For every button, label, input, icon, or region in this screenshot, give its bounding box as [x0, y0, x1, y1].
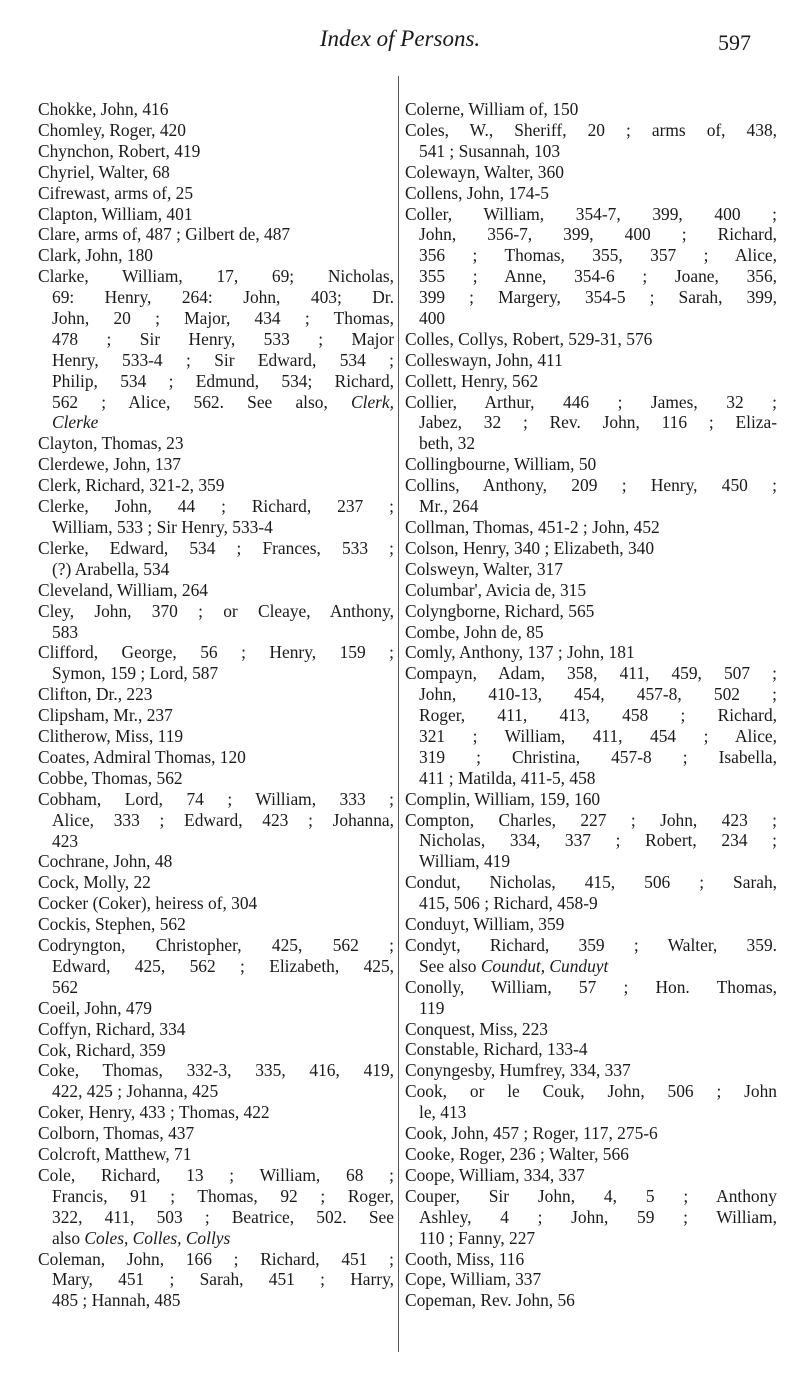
entry-continuation-line: 423: [52, 830, 79, 851]
entry-continuation-line: 541 ; Susannah, 103: [419, 140, 561, 161]
entry-continuation-line: beth, 32: [419, 433, 476, 454]
running-header-title: Index of Persons.: [319, 26, 481, 51]
index-entry: [38, 684, 394, 705]
entry-line: Collens, John, 174-5: [405, 182, 549, 203]
index-entry: [405, 810, 777, 873]
index-entry: [38, 224, 394, 245]
entry-line: Comly, Anthony, 137 ; John, 181: [405, 642, 635, 663]
entry-line: Combe, John de, 85: [405, 621, 544, 642]
index-entry: [38, 914, 394, 935]
index-column-right: [405, 99, 777, 1311]
index-entry: [405, 162, 777, 183]
entry-line: Copeman, Rev. John, 56: [405, 1290, 575, 1311]
entry-continuation-line: 415, 506 ; Richard, 458-9: [419, 893, 598, 914]
entry-text: also: [52, 1227, 85, 1248]
index-entry: [405, 1144, 777, 1165]
entry-continuation-line: [38, 1228, 394, 1249]
entry-line: Conyngesby, Humfrey, 334, 337: [405, 1060, 631, 1081]
index-column-left: [38, 99, 394, 1311]
index-entry: [38, 1102, 394, 1123]
entry-continuation-line: Francis, 91 ; Thomas, 92 ; Roger,: [52, 1185, 394, 1206]
entry-line: Condut, Nicholas, 415, 506 ; Sarah,: [405, 872, 777, 893]
index-entry: [38, 998, 394, 1019]
entry-continuation-line: Nicholas, 334, 337 ; Robert, 234 ;: [419, 830, 777, 851]
index-entry: [38, 433, 394, 454]
entry-line: Coller, William, 354-7, 399, 400 ;: [405, 203, 777, 224]
entry-line: Clitherow, Miss, 119: [38, 726, 184, 747]
index-entry: [405, 392, 777, 455]
entry-text: See also: [419, 955, 481, 976]
entry-continuation-line: [405, 956, 777, 977]
entry-continuation-line: 411 ; Matilda, 411-5, 458: [419, 767, 596, 788]
index-entry: [405, 517, 777, 538]
index-entry: [38, 747, 394, 768]
index-entry: [38, 538, 394, 580]
entry-continuation-line: (?) Arabella, 534: [52, 558, 170, 579]
entry-line: Codryngton, Christopher, 425, 562 ;: [38, 935, 394, 956]
index-entry: [405, 1019, 777, 1040]
entry-line: Condyt, Richard, 359 ; Walter, 359.: [405, 934, 777, 955]
entry-line: Cook, John, 457 ; Roger, 117, 275-6: [405, 1123, 658, 1144]
entry-line: Conduyt, William, 359: [405, 914, 565, 935]
index-entry: [405, 789, 777, 810]
see-also-reference: Clerk,: [351, 391, 394, 412]
entry-continuation-line: le, 413: [419, 1102, 467, 1123]
index-entry: [405, 1269, 777, 1290]
index-entry: [38, 266, 394, 433]
index-entry: [38, 872, 394, 893]
index-entry: [38, 935, 394, 998]
index-entry: [405, 914, 777, 935]
entry-continuation-line: 422, 425 ; Johanna, 425: [52, 1081, 219, 1102]
entry-continuation-line: Philip, 534 ; Edmund, 534; Richard,: [52, 370, 394, 391]
entry-line: Colson, Henry, 340 ; Elizabeth, 340: [405, 537, 655, 558]
entry-continuation-line: Jabez, 32 ; Rev. John, 116 ; Eliza-: [419, 412, 777, 433]
entry-line: Coates, Admiral Thomas, 120: [38, 746, 246, 767]
entry-continuation-line: 478 ; Sir Henry, 533 ; Major: [52, 328, 394, 349]
index-entry: [405, 601, 777, 622]
entry-continuation-line: William, 533 ; Sir Henry, 533-4: [52, 517, 273, 537]
entry-continuation-line: 119: [419, 997, 445, 1018]
entry-line: Coffyn, Richard, 334: [38, 1018, 186, 1039]
entry-line: Colleswayn, John, 411: [405, 349, 563, 370]
index-entry: [38, 245, 394, 266]
entry-continuation-line: William, 419: [419, 851, 511, 872]
entry-line: Cifrewast, arms of, 25: [38, 182, 194, 203]
entry-line: Clapton, William, 401: [38, 203, 193, 224]
index-entry: [405, 663, 777, 788]
index-entry: [405, 1081, 777, 1123]
entry-line: Compayn, Adam, 358, 411, 459, 507 ;: [405, 663, 777, 684]
entry-line: Coke, Thomas, 332-3, 335, 416, 419,: [38, 1060, 394, 1081]
index-entry: [405, 538, 777, 559]
entry-continuation-line: 485 ; Hannah, 485: [52, 1290, 181, 1311]
index-entry: [405, 454, 777, 475]
entry-line: Clerke, John, 44 ; Richard, 237 ;: [38, 496, 394, 517]
entry-line: Clayton, Thomas, 23: [38, 433, 184, 454]
index-entry: [405, 559, 777, 580]
entry-line: Collett, Henry, 562: [405, 370, 539, 391]
entry-continuation-line: Mary, 451 ; Sarah, 451 ; Harry,: [52, 1269, 394, 1290]
entry-line: Chokke, John, 416: [38, 99, 169, 119]
entry-line: Cobham, Lord, 74 ; William, 333 ;: [38, 788, 394, 809]
entry-line: Cochrane, John, 48: [38, 851, 173, 872]
entry-line: Collman, Thomas, 451-2 ; John, 452: [405, 516, 660, 537]
entry-line: Coles, W., Sheriff, 20 ; arms of, 438,: [405, 119, 777, 140]
entry-continuation-line: Roger, 411, 413, 458 ; Richard,: [419, 705, 777, 726]
index-entry: [405, 99, 777, 120]
entry-line: Colles, Collys, Robert, 529-31, 576: [405, 328, 653, 349]
entry-line: Cocker (Coker), heiress of, 304: [38, 893, 258, 914]
index-entry: [405, 350, 777, 371]
entry-continuation-line: [38, 412, 394, 433]
see-also-reference: Coles, Colles, Collys: [84, 1227, 231, 1248]
entry-continuation-line: Henry, 533-4 ; Sir Edward, 534 ;: [52, 349, 394, 370]
index-entry: [38, 851, 394, 872]
index-entry: [405, 1249, 777, 1270]
index-entry: [38, 475, 394, 496]
entry-line: Clerdewe, John, 137: [38, 454, 181, 475]
entry-continuation-line: [38, 392, 394, 413]
entry-continuation-line: 322, 411, 503 ; Beatrice, 502. See: [52, 1206, 394, 1227]
entry-continuation-line: 583: [52, 621, 79, 642]
index-entry: [38, 1019, 394, 1040]
entry-line: Clifford, George, 56 ; Henry, 159 ;: [38, 642, 394, 663]
entry-line: Chyriel, Walter, 68: [38, 161, 170, 182]
entry-continuation-line: 110 ; Fanny, 227: [419, 1227, 536, 1248]
entry-line: Cooth, Miss, 116: [405, 1248, 525, 1269]
entry-line: Cooke, Roger, 236 ; Walter, 566: [405, 1144, 629, 1164]
entry-continuation-line: Edward, 425, 562 ; Elizabeth, 425,: [52, 955, 394, 976]
entry-continuation-line: 400: [419, 307, 446, 328]
entry-continuation-line: Ashley, 4 ; John, 59 ; William,: [419, 1206, 777, 1227]
entry-line: Colyngborne, Richard, 565: [405, 600, 595, 621]
index-entry: [405, 935, 777, 977]
entry-line: Coleman, John, 166 ; Richard, 451 ;: [38, 1248, 394, 1269]
index-entry: [38, 183, 394, 204]
entry-line: Constable, Richard, 133-4: [405, 1039, 588, 1060]
index-entry: [38, 141, 394, 162]
entry-line: Compton, Charles, 227 ; John, 423 ;: [405, 809, 777, 830]
index-entry: [405, 872, 777, 914]
index-entry: [38, 162, 394, 183]
entry-continuation-line: Symon, 159 ; Lord, 587: [52, 663, 219, 684]
entry-line: Clarke, William, 17, 69; Nicholas,: [38, 266, 394, 287]
index-entry: [38, 768, 394, 789]
entry-line: Clark, John, 180: [38, 245, 153, 266]
entry-line: Cok, Richard, 359: [38, 1039, 166, 1060]
index-entry: [38, 1060, 394, 1102]
entry-line: Colcroft, Matthew, 71: [38, 1144, 192, 1165]
index-entry: [405, 1165, 777, 1186]
index-entry: [405, 642, 777, 663]
entry-line: Cole, Richard, 13 ; William, 68 ;: [38, 1164, 394, 1185]
entry-continuation-line: Mr., 264: [419, 496, 479, 517]
entry-line: Complin, William, 159, 160: [405, 788, 601, 809]
entry-line: Chomley, Roger, 420: [38, 119, 186, 140]
entry-line: Coker, Henry, 433 ; Thomas, 422: [38, 1102, 270, 1123]
index-entry: [405, 120, 777, 162]
index-entry: [38, 99, 394, 120]
index-entry: [405, 1039, 777, 1060]
index-entry: [38, 893, 394, 914]
index-entry: [38, 1123, 394, 1144]
entry-line: Cook, or le Couk, John, 506 ; John: [405, 1081, 777, 1102]
entry-text: 562 ; Alice, 562. See also,: [52, 391, 352, 412]
entry-line: Clerke, Edward, 534 ; Frances, 533 ;: [38, 537, 394, 558]
entry-line: Cope, William, 337: [405, 1269, 542, 1290]
entry-line: Cleveland, William, 264: [38, 579, 208, 600]
entry-line: Colewayn, Walter, 360: [405, 161, 564, 182]
entry-line: Couper, Sir John, 4, 5 ; Anthony: [405, 1185, 777, 1206]
index-entry: [38, 705, 394, 726]
entry-continuation-line: 69: Henry, 264: John, 403; Dr.: [52, 287, 394, 308]
entry-continuation-line: Alice, 333 ; Edward, 423 ; Johanna,: [52, 809, 394, 830]
entry-continuation-line: 355 ; Anne, 354-6 ; Joane, 356,: [419, 266, 777, 287]
index-entry: [405, 1186, 777, 1249]
index-entry: [38, 789, 394, 852]
entry-line: Clipsham, Mr., 237: [38, 705, 173, 726]
entry-line: Columbar', Avicia de, 315: [405, 579, 587, 600]
index-entry: [38, 1249, 394, 1312]
entry-line: Colerne, William of, 150: [405, 99, 579, 119]
index-entry: [405, 204, 777, 329]
index-entry: [38, 1165, 394, 1249]
index-entry: [38, 496, 394, 538]
entry-continuation-line: 399 ; Margery, 354-5 ; Sarah, 399,: [419, 287, 777, 308]
entry-line: Chynchon, Robert, 419: [38, 140, 201, 161]
index-entry: [405, 183, 777, 204]
index-entry: [38, 1040, 394, 1061]
index-entry: [405, 1123, 777, 1144]
entry-line: Collins, Anthony, 209 ; Henry, 450 ;: [405, 475, 777, 496]
index-entry: [405, 1290, 777, 1311]
entry-line: Coeil, John, 479: [38, 997, 153, 1018]
column-divider: [398, 76, 399, 1352]
entry-line: Cockis, Stephen, 562: [38, 914, 186, 935]
entry-line: Colsweyn, Walter, 317: [405, 558, 563, 579]
index-entry: [38, 601, 394, 643]
entry-continuation-line: 356 ; Thomas, 355, 357 ; Alice,: [419, 245, 777, 266]
index-entry: [405, 580, 777, 601]
entry-line: Collingbourne, William, 50: [405, 454, 597, 475]
index-entry: [405, 1060, 777, 1081]
entry-line: Clerk, Richard, 321-2, 359: [38, 475, 225, 496]
entry-continuation-line: John, 410-13, 454, 457-8, 502 ;: [419, 684, 777, 705]
index-entry: [405, 475, 777, 517]
index-entry: [405, 977, 777, 1019]
page-number: 597: [718, 30, 751, 55]
entry-line: Cobbe, Thomas, 562: [38, 767, 183, 788]
entry-line: Cley, John, 370 ; or Cleaye, Anthony,: [38, 600, 394, 621]
index-entry: [405, 371, 777, 392]
entry-line: Coope, William, 334, 337: [405, 1164, 585, 1185]
index-entry: [38, 120, 394, 141]
index-entry: [38, 580, 394, 601]
index-entry: [38, 1144, 394, 1165]
entry-continuation-line: John, 20 ; Major, 434 ; Thomas,: [52, 308, 394, 329]
entry-line: Colborn, Thomas, 437: [38, 1123, 195, 1144]
entry-continuation-line: 319 ; Christina, 457-8 ; Isabella,: [419, 746, 777, 767]
index-entry: [38, 726, 394, 747]
entry-line: Conolly, William, 57 ; Hon. Thomas,: [405, 976, 777, 997]
index-entry: [38, 204, 394, 225]
entry-line: Cock, Molly, 22: [38, 872, 151, 893]
entry-continuation-line: John, 356-7, 399, 400 ; Richard,: [419, 224, 777, 245]
see-also-reference: Coundut, Cunduyt: [480, 955, 609, 976]
entry-line: Collier, Arthur, 446 ; James, 32 ;: [405, 391, 777, 412]
index-entry: [38, 642, 394, 684]
entry-continuation-line: 321 ; William, 411, 454 ; Alice,: [419, 726, 777, 746]
index-entry: [38, 454, 394, 475]
entry-line: Clare, arms of, 487 ; Gilbert de, 487: [38, 224, 291, 245]
index-entry: [405, 622, 777, 643]
entry-continuation-line: 562: [52, 976, 79, 997]
see-also-reference: Clerke: [52, 412, 99, 433]
index-entry: [405, 329, 777, 350]
entry-line: Conquest, Miss, 223: [405, 1018, 549, 1039]
entry-line: Clifton, Dr., 223: [38, 684, 153, 705]
